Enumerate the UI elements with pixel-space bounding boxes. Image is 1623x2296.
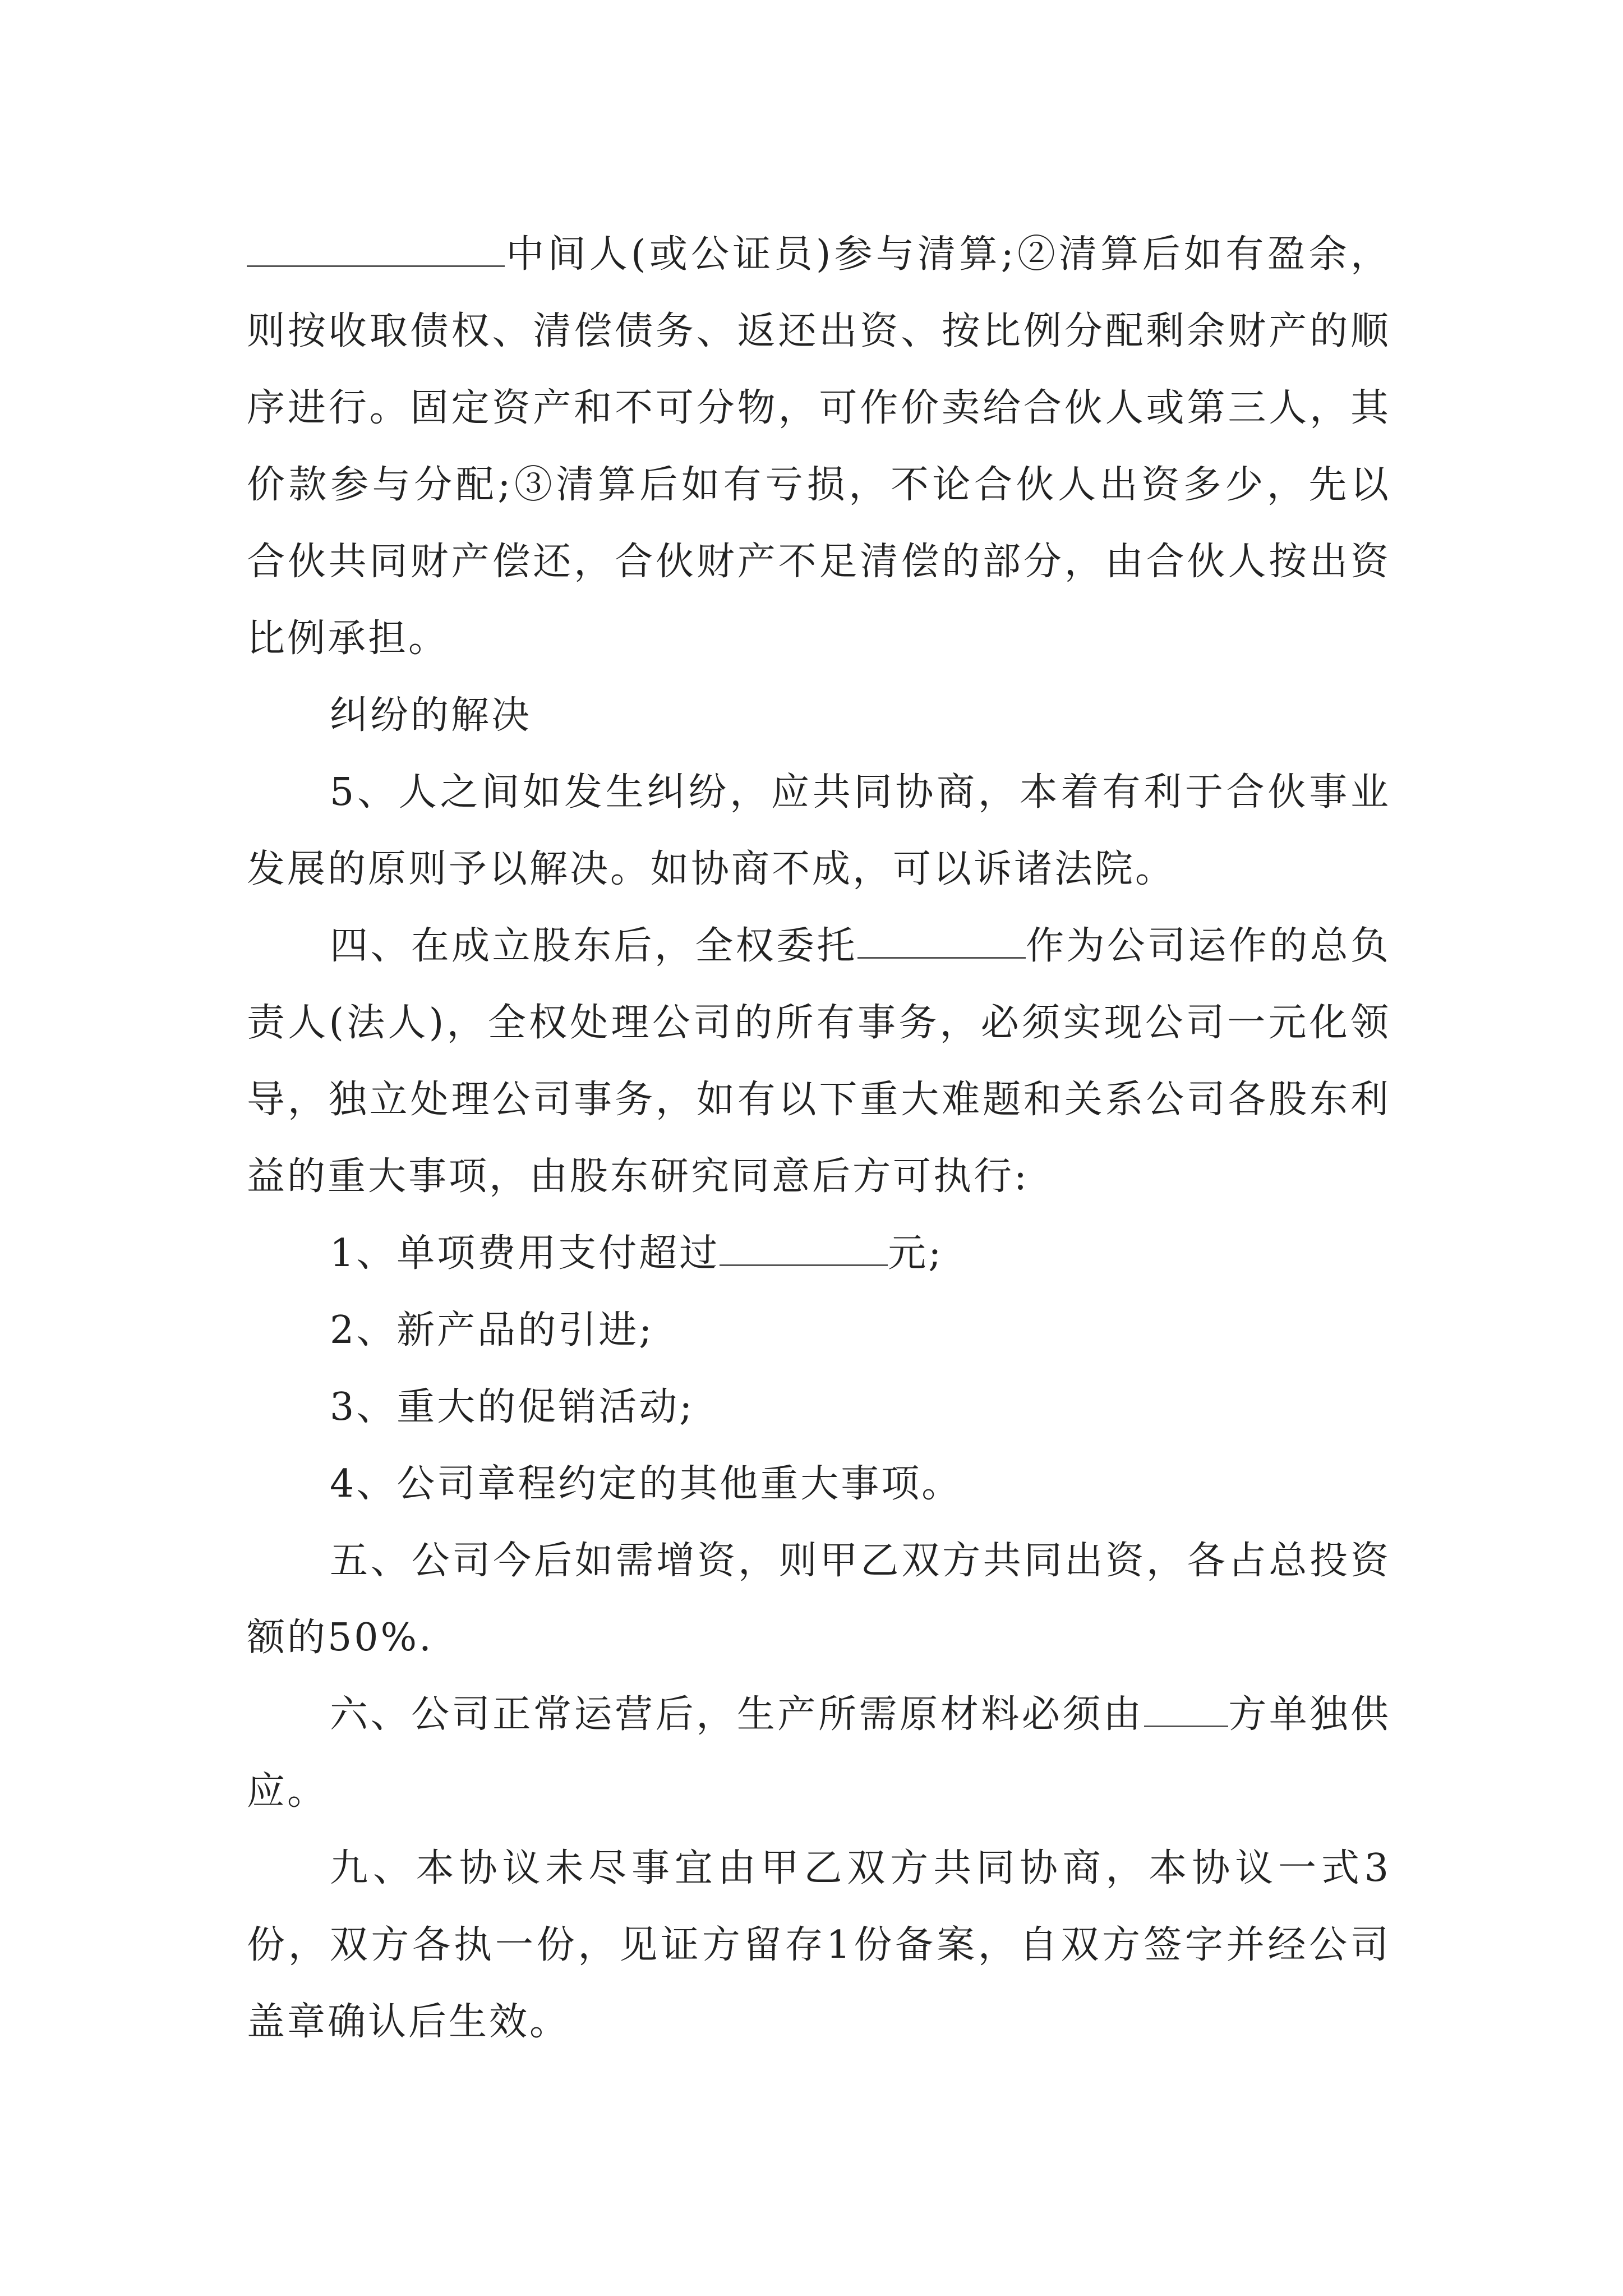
paragraph-liquidation xyxy=(247,216,1391,677)
list-item xyxy=(247,1215,1391,1292)
paragraph-dispute: 5、人之间如发生纠纷，应共同协商，本着有利于合伙事业发展的原则予以解决。如协商不成，可以诉诸法院。 xyxy=(247,770,1391,891)
fill-in-blank[interactable] xyxy=(1144,1691,1228,1727)
document-body xyxy=(247,216,1391,2060)
paragraph-text: 四、在成立股东后，全权委托 xyxy=(330,924,857,968)
fill-in-blank[interactable] xyxy=(720,1230,888,1266)
list-item-text: 元; xyxy=(888,1231,944,1276)
fill-in-blank[interactable] xyxy=(857,922,1026,959)
paragraph-article-nine: 九、本协议未尽事宜由甲乙双方共同协商，本协议一式3份，双方各执一份，见证方留存1份备案，自双方签字并经公司盖章确认后生效。 xyxy=(247,1846,1391,2044)
paragraph-text: 中间人(或公证员)参与清算;②清算后如有盈余，则按收取债权、清偿债务、返还出资、按比例分配剩余财产的顺序进行。固定资产和不可分物，可作价卖给合伙人或第三人，其价款参与分配;③清算后如有亏损，不论合伙人出资多少，先以合伙共同财产偿还，合伙财产不足清偿的部分，由合伙人按出资比例承担。 xyxy=(247,232,1391,661)
paragraph-article-six xyxy=(247,1676,1391,1830)
paragraph-text: 作为公司运作的总负责人(法人)，全权处理公司的所有事务，必须实现公司一元化领导，独立处理公司事务，如有以下重大难题和关系公司各股东利益的重大事项，由股东研究同意后方可执行: xyxy=(247,924,1391,1199)
list-item: 3、重大的促销活动; xyxy=(330,1385,695,1429)
heading-dispute-resolution: 纠纷的解决 xyxy=(330,693,532,738)
list-item-text: 1、单项费用支付超过 xyxy=(330,1231,720,1276)
paragraph-article-five: 五、公司今后如需增资，则甲乙双方共同出资，各占总投资额的50%. xyxy=(247,1539,1391,1660)
paragraph-text: 方单独供应。 xyxy=(247,1692,1391,1814)
paragraph-text: 六、公司正常运营后，生产所需原材料必须由 xyxy=(330,1692,1144,1737)
list-item: 4、公司章程约定的其他重大事项。 xyxy=(330,1462,962,1506)
list-item: 2、新产品的引进; xyxy=(330,1308,654,1352)
fill-in-blank[interactable] xyxy=(247,231,505,267)
paragraph-article-four xyxy=(247,908,1391,1215)
